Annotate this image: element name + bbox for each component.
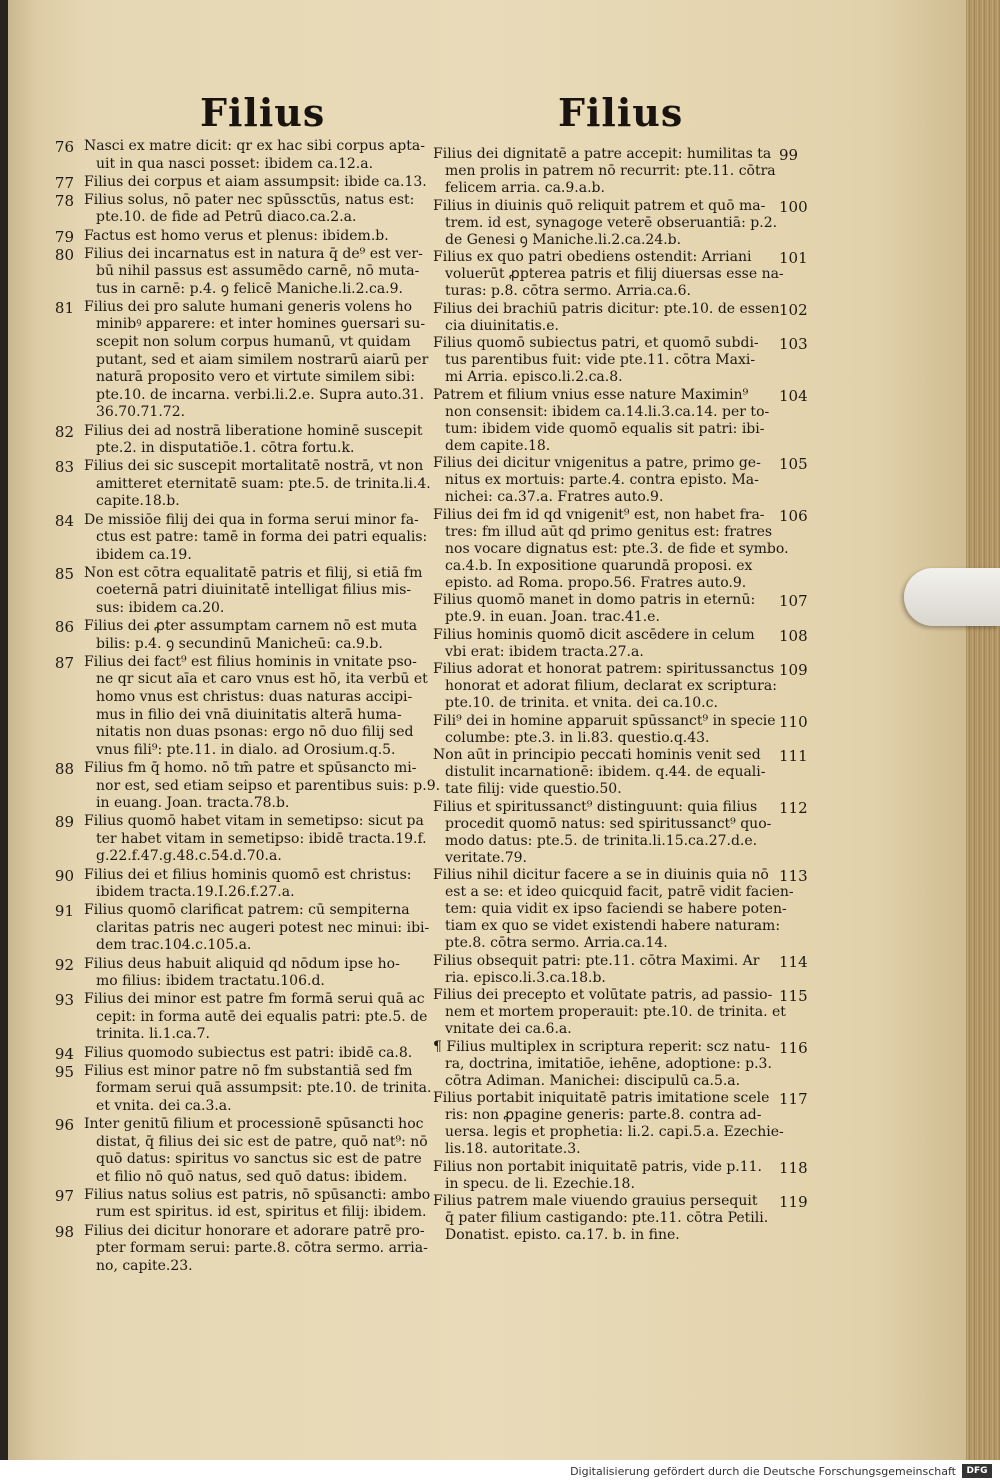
entry-text [433,146,776,197]
entry-line: tate filij: vide questio.50. [445,781,622,797]
entry-number: 85 [54,564,74,583]
entry-line: no, capite.23. [96,1257,193,1274]
funding-credit: Digitalisierung gefördert durch die Deutsche Forschungsgemeinschaft [570,1465,956,1478]
entry-line: Filius dei sic suscepit mortalitatē nostrā, vt non [84,458,424,475]
entry-line: ris: non ꝓpagine generis: parte.8. contra ad- [445,1107,762,1123]
entry-line: Donatist. episto. ca.17. b. in fine. [445,1227,680,1243]
entry-text [433,747,766,798]
entry-number: 111 [779,747,808,765]
entry-line: honorat et adorat filium, declarat ex scriptura: [445,678,777,694]
entry-line: ra, doctrina, imitatiōe, iehēne, adoptione: p.3. [445,1055,772,1072]
entry-text [433,198,777,249]
entry-number: 84 [54,511,74,530]
entry-line: Filius nihil dicitur facere a se in diuinis quia nō [433,867,769,883]
entry-line: tem: quia vidit ex ipso faciendi se habere poten- [445,901,787,917]
entry-line: Filius quomō habet vitam in semetipso: sicut pa [84,813,424,830]
entry-text [433,1193,768,1244]
entry-number: 118 [779,1158,808,1177]
entry-line: ibidem ca.19. [96,546,192,563]
entry-text [433,301,779,335]
entry-line: Filius patrem male viuendo grauius persequit [433,1193,758,1209]
entry-text [84,991,427,1044]
entry-line: Filius quomodo subiectus est patri: ibidē ca.8. [84,1044,413,1061]
entry-line: cia diuinitatis.e. [445,317,559,334]
entry-line: Filius dei pro salute humani generis volens ho [84,298,413,315]
entry-line: modo datus: pte.5. de trinita.li.15.ca.27.d.e. [445,832,758,849]
entry-line: et filio nō quō natus, sed quō datus: ibidem. [96,1168,408,1185]
entry-line: nor est, sed etiam seipso et parentibus suis: p.9. [96,777,441,794]
footer-bar [0,1460,1000,1483]
entry-text [433,713,776,747]
entry-number: 114 [779,952,808,971]
entry-line: trem. id est, synagoge veterē obseruantiā: p.2. [445,214,778,231]
entry-number: 87 [54,653,74,672]
entry-text [84,512,427,565]
entry-line: nitatis non duas psonas: ergo nō duo filij sed [96,724,414,741]
entry-line: 36.70.71.72. [96,404,186,421]
entry-line: Filius portabit iniquitatē patris imitatione scele [433,1090,770,1106]
entry-number: 76 [54,138,74,156]
entry-line: Factus est homo verus et plenus: ibidem.b. [84,227,389,244]
entry-line: tiam ex quo se videt existendi habere naturam: [445,918,781,934]
entry-line: Filius dei precepto et volūtate patris, ad passio- [433,987,773,1003]
entry-number: 88 [54,760,74,778]
entry-number: 83 [54,458,74,477]
entry-line: ibidem tracta.19.I.26.f.27.a. [96,884,295,901]
entry-line: quō datus: spiritus vo sanctus sic est de patre [96,1151,422,1168]
entry-line: formam serui quā assumpsit: pte.10. de trinita. [96,1080,432,1097]
entry-line: trinita. li.1.ca.7. [96,1026,210,1043]
entry-number: 104 [779,386,808,405]
entry-line: lis.18. autoritate.3. [445,1141,581,1157]
entry-line: ne qr sicut aīa et caro vnus est hō, ita verbū et [96,671,428,688]
entry-text [84,228,389,246]
entry-line: de Genesi ꝯ Maniche.li.2.ca.24.b. [445,231,682,248]
entry-line: Filius dei minor est patre fm formā serui quā ac [84,991,425,1008]
entry-line: Filius dei dignitatē a patre accepit: humilitas ta [433,146,772,162]
entry-line: Filius ex quo patri obediens ostendit: Arriani [433,249,752,265]
entry-number: 77 [54,173,74,192]
entry-text [84,458,431,511]
entry-line: Filius dei brachiū patris dicitur: pte.10. de essen [433,300,780,317]
entry-text [433,387,769,455]
entry-text [84,192,414,227]
entry-line: Filius dei ꝓter assumptam carnem nō est muta [84,618,418,635]
dfg-logo: DFG [962,1464,992,1478]
entry-line: Filius dei dicitur honorare et adorare patrē pro- [84,1222,425,1239]
entry-number: 109 [779,661,808,679]
entry-line: episto. ad Roma. propo.56. Fratres auto.9. [445,574,747,591]
entry-number: 113 [779,867,808,885]
entry-text [433,455,761,506]
entry-number: 98 [54,1222,74,1241]
entry-line: Filius obsequit patri: pte.11. cōtra Maximi. Ar [433,952,760,969]
entry-line: q̄ pater filium castigando: pte.11. cōtra Petili. [445,1210,769,1226]
entry-text [84,760,440,813]
entry-text [84,423,423,458]
entry-number: 90 [54,866,74,885]
entry-line: pte.8. cōtra sermo. Arria.ca.14. [445,935,668,951]
entry-text [433,335,759,386]
entry-text [84,1116,428,1186]
entry-line: minibꝰ apparere: et inter homines ꝯuersari su- [96,316,426,333]
entry-text [84,867,411,902]
entry-line: nem et mortem properauit: pte.10. de trinita. et [445,1004,786,1020]
entry-line: Filius dei fm id qd vnigenit⁹ est, non habet fra- [433,506,765,523]
entry-line: naturā proposito vero et virtute similem sibi: [96,369,416,386]
entry-line: Filius non portabit iniquitatē patris, vide p.11. [433,1158,762,1175]
entry-line: Filius dei incarnatus est in natura q̄ de⁹ est ver- [84,245,423,262]
entry-text [433,507,789,592]
entry-line: pter formam serui: parte.8. cōtra sermo. arria- [96,1240,428,1257]
entry-number: 99 [779,146,799,164]
entry-line: tres: fm illud aūt qd primo genitus est: fratres [445,523,773,540]
entry-line: Fili⁹ dei in homine apparuit spūssanct⁹ in specie [433,712,776,729]
entry-text [84,1187,430,1222]
entry-text [433,249,784,300]
entry-text [84,813,427,866]
entry-line: men prolis in patrem nō recurrit: pte.11. cōtra [445,163,776,179]
entry-line: Filius dei et filius hominis quomō est christus: [84,866,412,883]
entry-line: Filius quomō clarificat patrem: cū sempiterna [84,902,410,919]
entry-line: Filius in diuinis quō reliquit patrem et quō ma- [433,197,766,214]
entry-line: amitteret eternitatē suam: pte.5. de trinita.li.4. [96,475,431,492]
entry-line: nitus ex mortuis: parte.4. contra episto. Ma- [445,472,759,488]
entry-line: et vnita. dei ca.3.a. [96,1097,232,1114]
entry-text [84,618,417,653]
entry-line: nichei: ca.37.a. Fratres auto.9. [445,489,664,505]
entry-number: 116 [779,1038,808,1057]
entry-line: uit in qua nasci posset: ibidem ca.12.a. [96,155,374,172]
entry-text [433,987,786,1038]
entry-line: ca.4.b. In expositione quarundā proposi. ex [445,557,753,574]
entry-line: coeternā patri diuinitatē intelligat filius mis- [96,582,412,599]
entry-line: ria. episco.li.3.ca.18.b. [445,969,606,986]
entry-text [84,1063,431,1116]
entry-line: vnus fili⁹: pte.11. in dialo. ad Orosium.q.5. [96,741,396,758]
entry-line: Filius adorat et honorat patrem: spiritussanctus [433,661,775,677]
entry-line: nos vocare dignatus est: pte.3. de fide et symbo. [445,540,789,557]
entry-text [433,867,794,952]
entry-line: De missiōe filij dei qua in forma serui minor fa- [84,511,419,528]
entry-line: mo filius: ibidem tractatu.106.d. [96,973,325,990]
entry-number: 80 [54,245,74,264]
page-edges [966,0,1000,1460]
entry-number: 100 [779,197,808,216]
entry-text [84,174,427,192]
entry-line: Filius dei ad nostrā liberatione hominē suscepit [84,422,423,439]
entry-number: 107 [779,592,808,610]
entry-line: Filius est minor patre nō fm substantiā sed fm [84,1062,413,1079]
entry-number: 101 [779,249,808,267]
entry-line: Filius natus solius est patris, nō spūsancti: ambo [84,1186,431,1203]
entry-text [84,138,425,173]
entry-number: 82 [54,422,74,441]
entry-line: felicem arria. ca.9.a.b. [445,180,605,196]
entry-line: est a se: et ideo quicquid facit, patrē vidit facien- [445,884,794,900]
entry-line: scepit non solum corpus humanū, vt quidam [96,334,411,351]
entry-line: uersa. legis et prophetia: li.2. capi.5.a. Ezechie- [445,1124,784,1140]
entry-number: 89 [54,813,74,832]
entry-line: pte.10. de fide ad Petrū diaco.ca.2.a. [96,209,357,226]
entry-number: 105 [779,455,808,473]
entry-line: Filius fm q̄ homo. nō tm̄ patre et spūsancto mi- [84,760,417,776]
entry-line: Nasci ex matre dicit: qr ex hac sibi corpus apta- [84,138,425,154]
entry-number: 97 [54,1186,74,1205]
entry-line: Filius quomō manet in domo patris in eternū: [433,592,756,608]
entry-number: 95 [54,1062,74,1081]
entry-number: 117 [779,1090,808,1108]
entry-number: 96 [54,1116,74,1134]
entry-text [433,1159,762,1193]
entry-text [433,1090,784,1158]
left-column-heading: Filius [200,90,326,135]
entry-number: 110 [779,712,808,731]
entry-line: capite.18.b. [96,493,180,510]
entry-line: ¶ Filius multiplex in scriptura reperit: scz natu- [433,1038,771,1055]
entry-text [84,654,428,760]
entry-number: 112 [779,798,808,817]
entry-line: dem trac.104.c.105.a. [96,937,252,954]
entry-line: in specu. de li. Ezechie.18. [445,1175,635,1192]
entry-line: putant, sed et aiam similem nostrarū aiarū per [96,351,429,368]
entry-line: dem capite.18. [445,437,551,454]
entry-number: 103 [779,335,808,353]
entry-line: non consensit: ibidem ca.14.li.3.ca.14. per to- [445,403,770,420]
entry-line: Filius deus habuit aliquid qd nōdum ipse ho- [84,955,400,972]
entry-number: 92 [54,955,74,974]
entry-line: tum: ibidem vide quomō equalis sit patri: ibi- [445,420,765,437]
entry-line: tus in carnē: p.4. ꝯ felicē Maniche.li.2.ca.9. [96,280,403,297]
entry-line: claritas patris nec augeri potest nec minui: ibi- [96,919,430,936]
entry-text [433,799,771,867]
entry-number: 94 [54,1044,74,1063]
entry-line: g.22.f.47.g.48.c.54.d.70.a. [96,848,282,865]
entry-line: mi Arria. episco.li.2.ca.8. [445,369,623,385]
entry-text [433,1039,772,1090]
entry-line: bilis: p.4. ꝯ secundinū Manicheū: ca.9.b. [96,635,383,652]
entry-number: 102 [779,300,808,319]
entry-line: ter habet vitam in semetipso: ibidē tracta.19.f. [96,830,427,847]
entry-text [433,592,755,626]
entry-line: distulit incarnationē: ibidem. q.44. de equali- [445,764,766,780]
entry-number: 78 [54,191,74,210]
entry-line: procedit quomō natus: sed spiritussanct⁹ quo- [445,815,772,832]
entry-text [84,1223,428,1276]
right-column-heading: Filius [558,90,684,135]
entry-line: Filius dei corpus et aiam assumpsit: ibide ca.13. [84,173,427,190]
entry-line: cepit: in forma autē dei equalis patri: pte.5. de [96,1008,428,1025]
entry-line: Inter genitū filium et processionē spūsancti hoc [84,1116,424,1132]
entry-number: 119 [779,1193,808,1211]
entry-number: 115 [779,987,808,1005]
entry-line: tus parentibus fuit: vide pte.11. cōtra Maxi- [445,352,756,368]
entry-line: Filius dei fact⁹ est filius hominis in vnitate pso- [84,653,417,670]
entry-line: veritate.79. [445,849,527,866]
entry-line: Filius solus, nō pater nec spūssctūs, natus est: [84,191,415,208]
entry-text [433,627,755,661]
entry-text [84,956,400,991]
entry-line: rum est spiritus. id est, spiritus et filij: ibidem. [96,1204,427,1221]
entry-text [433,953,759,987]
entry-line: Filius dei dicitur vnigenitus a patre, primo ge- [433,455,761,471]
entry-line: ctus est patre: tamē in forma dei patri equalis: [96,529,428,546]
entry-line: Non aūt in principio peccati hominis venit sed [433,747,761,763]
entry-number: 86 [54,618,74,637]
entry-line: homo vnus est christus: duas naturas accipi- [96,689,413,706]
entry-number: 81 [54,298,74,317]
entry-line: sus: ibidem ca.20. [96,600,225,617]
entry-line: voluerūt ꝓpterea patris et filij diuersas esse na- [445,266,784,282]
entry-line: Patrem et filium vnius esse nature Maximin⁹ [433,386,749,403]
entry-line: pte.9. in euan. Joan. trac.41.e. [445,609,660,625]
entry-text [433,661,777,712]
entry-line: mus in filio dei vnā diuinitatis alterā huma- [96,706,402,723]
entry-text [84,246,423,299]
entry-text [84,1045,412,1063]
entry-line: turas: p.8. cōtra sermo. Arria.ca.6. [445,283,691,299]
entry-number: 91 [54,902,74,921]
entry-line: Non est cōtra equalitatē patris et filij, si etiā fm [84,564,423,581]
entry-line: Filius et spiritussanct⁹ distinguunt: quia filius [433,798,758,815]
entry-line: Filius quomō subiectus patri, et quomō subdi- [433,335,759,351]
entry-text [84,565,422,618]
entry-line: distat, q̄ filius dei sic est de patre, quō nat⁹: nō [96,1133,428,1150]
entry-number: 106 [779,506,808,525]
entry-number: 93 [54,991,74,1010]
entry-line: bū nihil passus est assumēdo carnē, nō muta- [96,263,420,280]
entry-line: pte.2. in disputatiōe.1. cōtra fortu.k. [96,440,355,457]
entry-line: vnitate dei ca.6.a. [445,1021,572,1037]
entry-number: 79 [54,227,74,246]
entry-line: in euang. Joan. tracta.78.b. [96,795,290,812]
entry-number: 108 [779,626,808,645]
page-clip [904,568,1000,626]
entry-line: pte.10. de incarna. verbi.li.2.e. Supra auto.31. [96,386,425,403]
entry-text [84,902,429,955]
entry-line: cōtra Adiman. Manichei: discipulū ca.5.a. [445,1072,741,1089]
entry-text [84,299,428,422]
entry-line: vbi erat: ibidem tracta.27.a. [445,643,644,660]
entry-line: Filius hominis quomō dicit ascēdere in celum [433,626,755,643]
entry-line: pte.10. de trinita. et vnita. dei ca.10.c. [445,695,718,711]
entry-line: columbe: pte.3. in li.83. questio.q.43. [445,729,710,746]
